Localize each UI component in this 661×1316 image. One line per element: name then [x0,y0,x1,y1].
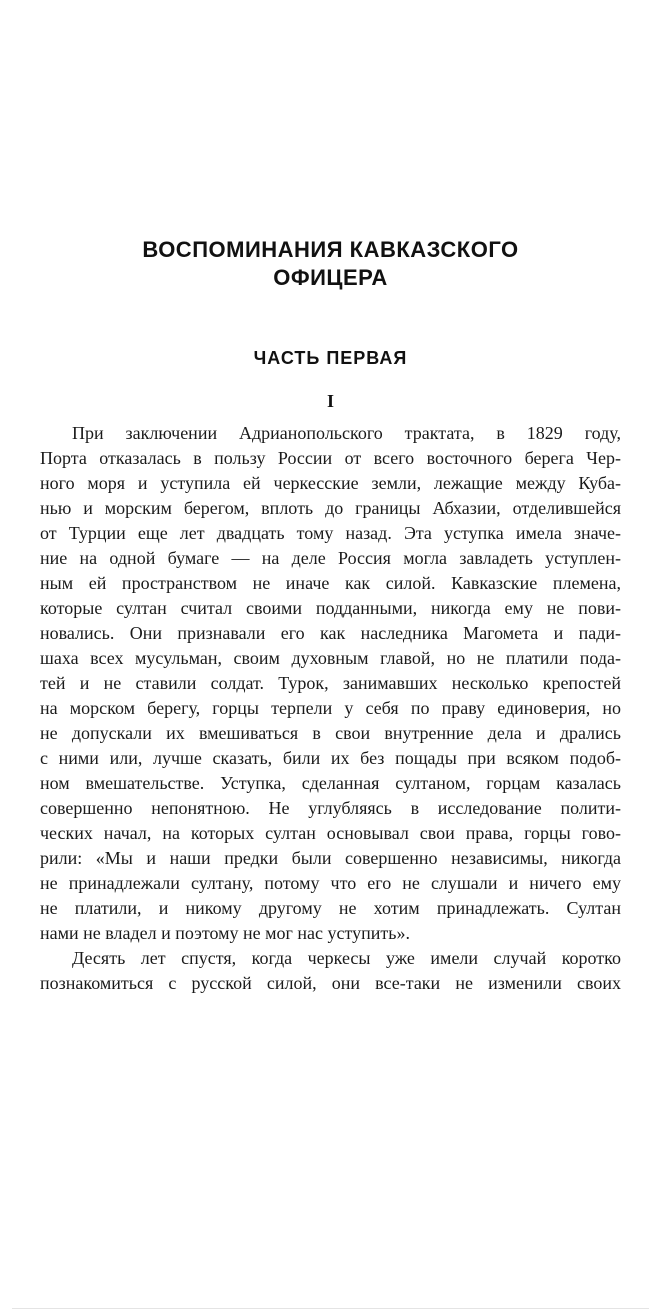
book-page [0,236,661,1316]
text-line: от Турции еще лет двадцать тому назад. Эта уступка имела значе- [40,523,621,543]
text-line: ного моря и уступила ей черкесские земли, лежащие между Куба- [40,473,621,493]
text-line: тей и не ставили солдат. Турок, занимавших несколько крепостей [40,673,621,693]
text-line: не допускали их вмешиваться в свои внутренние дела и дрались [40,723,621,743]
text-line: ном вмешательстве. Уступка, сделанная султаном, горцам казалась [40,773,621,793]
text-line: на морском берегу, горцы терпели у себя по праву единоверия, но [40,698,621,718]
text-line: Порта отказалась в пользу России от всего восточного берега Чер- [40,448,621,468]
text-line: с ними или, лучше сказать, били их без пощады при всяком подоб- [40,748,621,768]
paragraph-2 [40,946,621,996]
text-line: не принадлежали султану, потому что его не слушали и ничего ему [40,873,621,893]
text-line: нью и морским берегом, вплоть до границы Абхазии, отделившейся [40,498,621,518]
page-edge-line [12,1308,649,1309]
part-heading: ЧАСТЬ ПЕРВАЯ [253,348,408,368]
book-title: ВОСПОМИНАНИЯ КАВКАЗСКОГО ОФИЦЕРА [142,237,519,290]
chapter-number: I [326,391,334,411]
text-line: рили: «Мы и наши предки были совершенно независимы, никогда [40,848,621,868]
text-line: ческих начал, на которых султан основывал свои права, горцы гово- [40,823,621,843]
text-line: не платили, и никому другому не хотим принадлежать. Султан [40,898,621,918]
text-line: совершенно непонятною. Не углубляясь в исследование полити- [40,798,621,818]
paragraph-1 [40,421,621,946]
text-line: При заключении Адрианопольского трактата, в 1829 году, [72,423,621,443]
text-line: Десять лет спустя, когда черкесы уже имели случай коротко [72,948,621,968]
text-line: ным ей пространством не иначе как силой. Кавказские племена, [40,573,621,593]
text-line: шаха всех мусульман, своим духовным главой, но не платили пода- [40,648,621,668]
text-line: новались. Они признавали его как наследника Магомета и пади- [40,623,621,643]
body-text [40,421,621,996]
text-line: которые султан считал своими подданными, никогда ему не пови- [40,598,621,618]
text-line: ние на одной бумаге — на деле Россия могла завладеть уступлен- [40,548,621,568]
text-line: познакомиться с русской силой, они все-таки не изменили своих [40,973,621,993]
text-line: нами не владел и поэтому не мог нас уступить». [40,923,410,943]
